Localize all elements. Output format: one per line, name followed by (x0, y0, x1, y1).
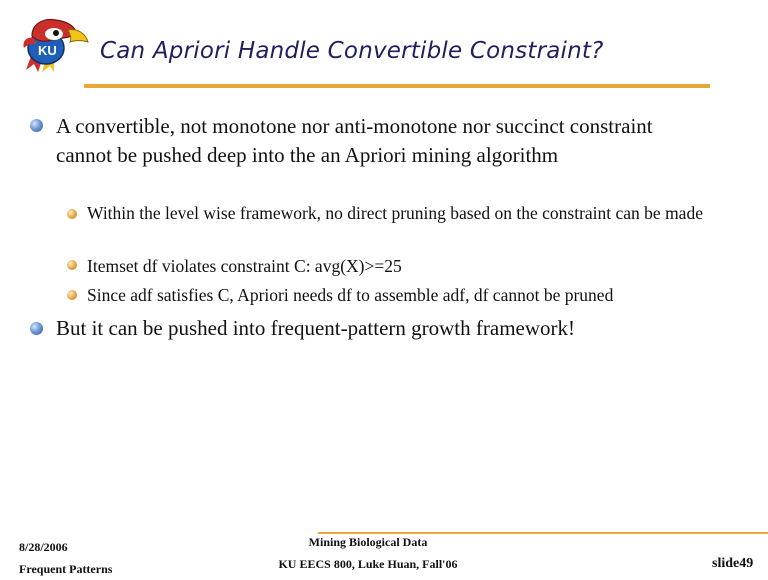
logo-text: KU (38, 43, 57, 58)
footer-topic: Frequent Patterns (19, 562, 113, 576)
slide-number: slide49 (712, 556, 754, 571)
slide-title: Can Apriori Handle Convertible Constraint? (100, 38, 604, 64)
bullet-orange-icon (67, 209, 77, 219)
footer-course-title: Mining Biological Data (308, 535, 428, 549)
footer-left (19, 536, 112, 580)
bullet-orange-icon (67, 290, 77, 300)
footer-course-info: KU EECS 800, Luke Huan, Fall'06 (278, 557, 458, 571)
bullet-level1: But it can be pushed into frequent-pattern growth framework! (56, 316, 576, 340)
bullet-level1: A convertible, not monotone nor anti-monotone nor succinct constraint cannot be pushed deep into the an Apriori mining algorithm (56, 114, 653, 167)
bullet-level2: Within the level wise framework, no direct pruning based on the constraint can be made (87, 203, 703, 223)
bullet-blue-icon (30, 119, 43, 132)
bullet-level2: Itemset df violates constraint C: avg(X)>=25 (87, 256, 402, 276)
footer-date: 8/28/2006 (19, 540, 68, 554)
bullet-orange-icon (67, 260, 77, 270)
footer-center (262, 531, 474, 575)
bullet-blue-icon (30, 322, 43, 335)
bullet-level2: Since adf satisfies C, Apriori needs df to assemble adf, df cannot be pruned (87, 285, 614, 305)
